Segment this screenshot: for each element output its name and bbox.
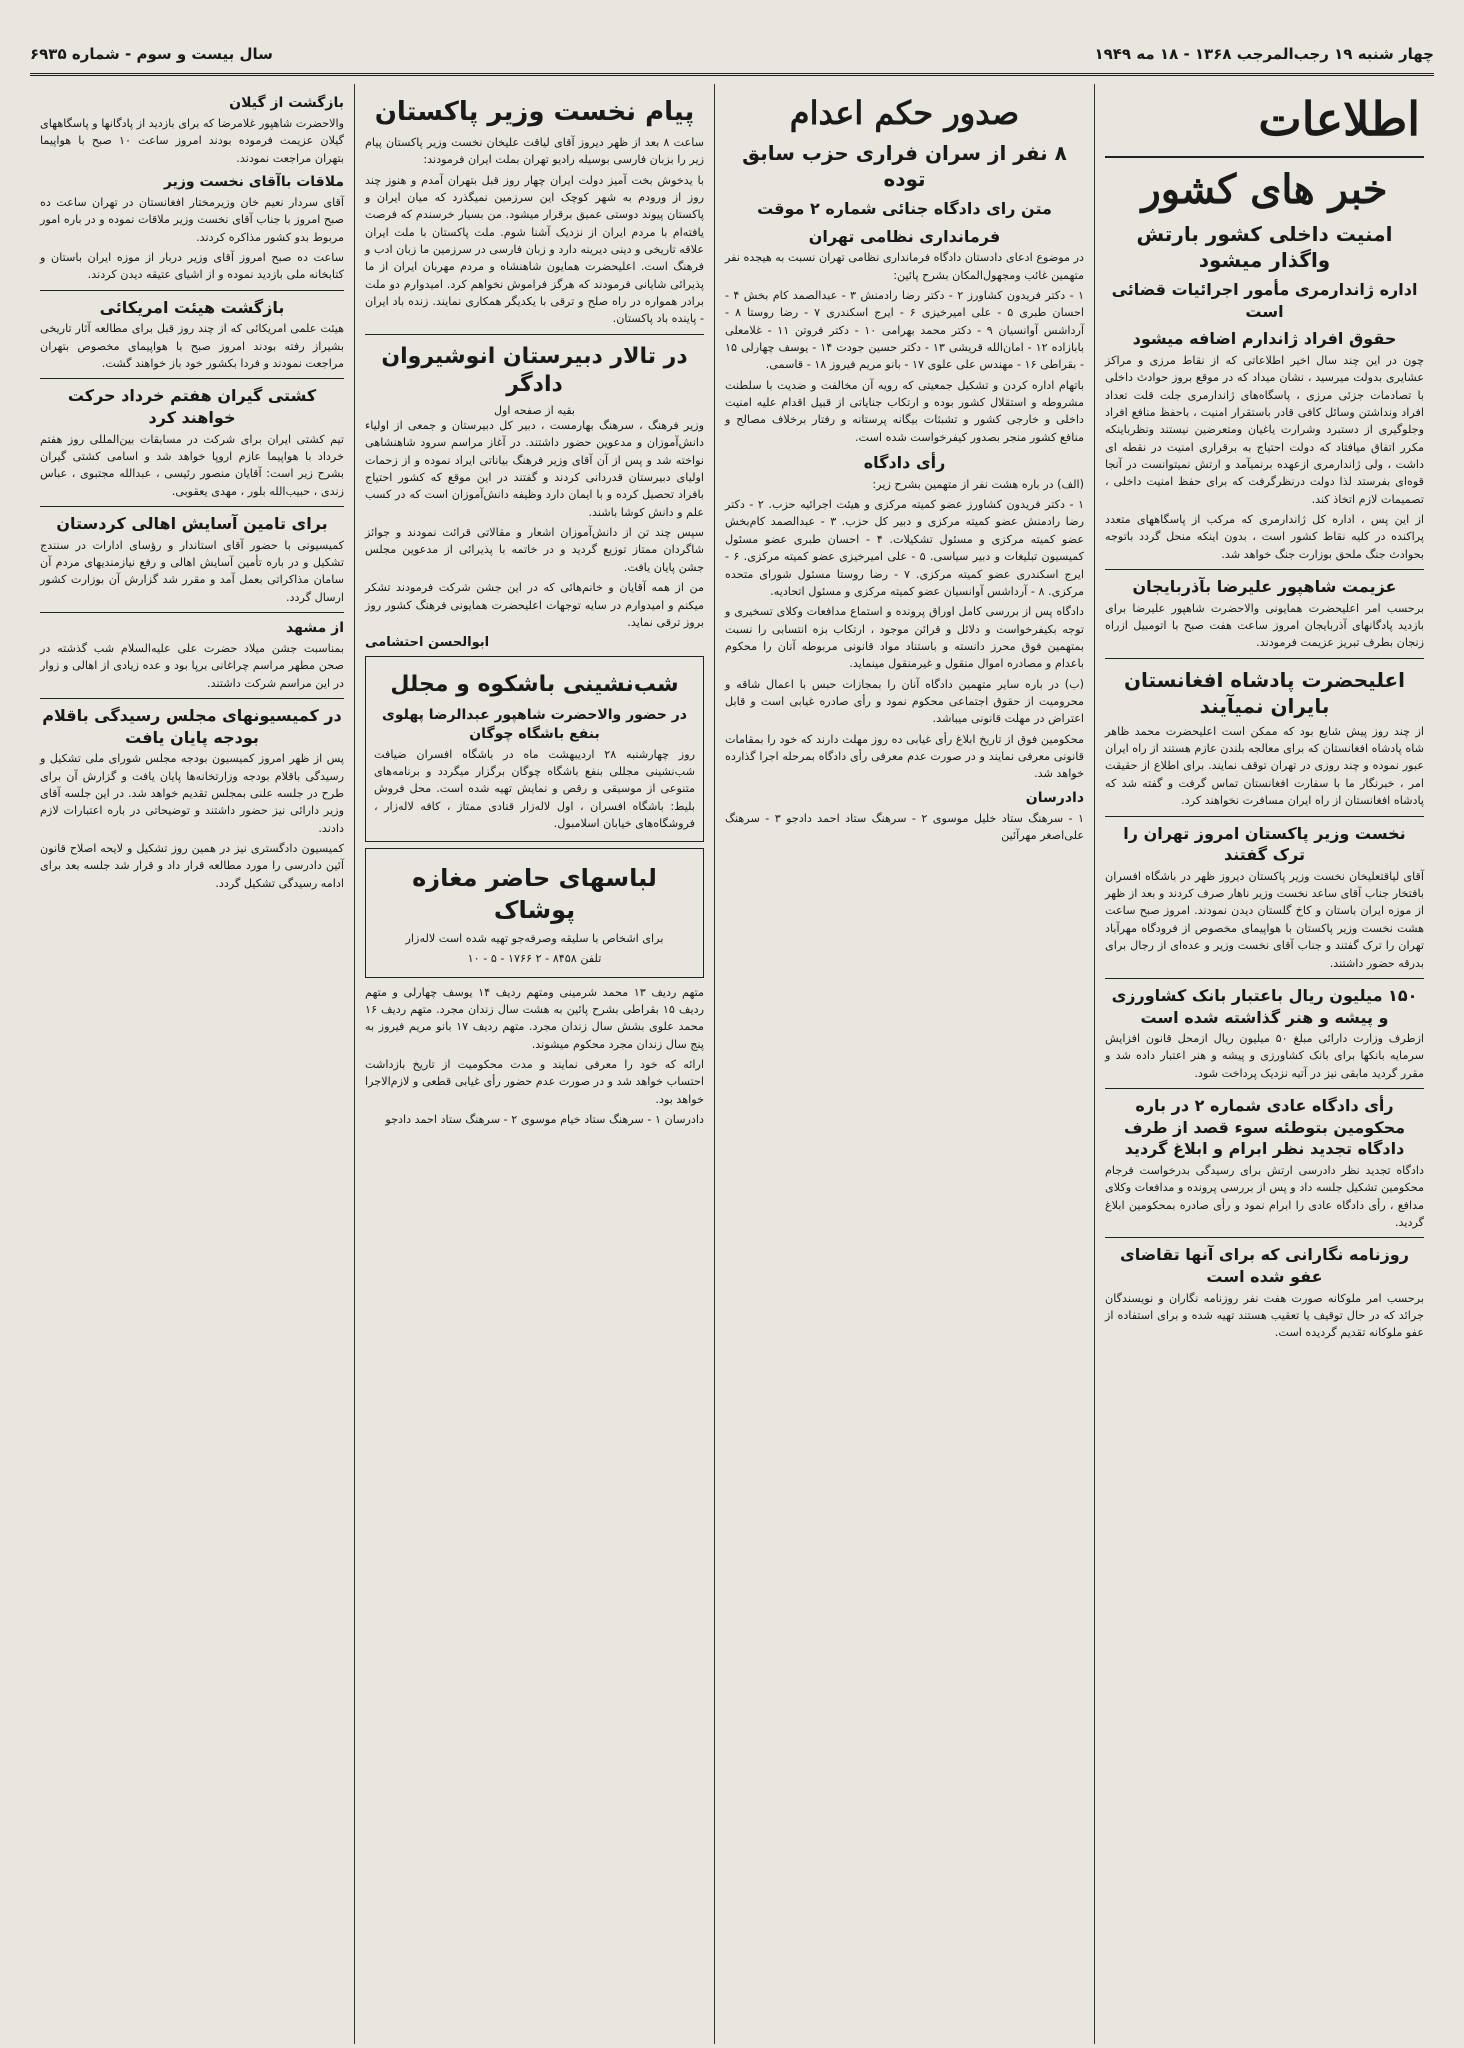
article-text: آقای سردار نعیم خان وزیرمختار افغانستان در تهران ساعت ده صبح امروز با جناب آقای نخست وزیر ملاقات نموده و در باره امور مربوط بدو کشور مذاکره کردند. [40,195,344,244]
article-text: با یدخوش بخت آمیز دولت ایران چهار روز قبل بتهران آمدم و هنوز چند روز از ورودم به شهر کوچک این سرزمین نمیگذرد که میان ایران و پاکستان پیوند دوستی عمیق برقرار میشود. من بسیار خرسندم که فرصت یافته‌ام با مردم ایران از نزدیک آشنا شوم. ملت پاکستان با ملت ایران علاقه تاریخی و دینی دیرینه دارد و زبان فارسی در سرزمین ما زبان ادب و فرهنگ است. اعلیحضرت همایون شاهنشاه و مردم مهربان ایران از ما پذیرائی شایانی فرمودند که هرگز فراموش نخواهم کرد. امیدوارم دو ملت برادر همواره در راه صلح و ترقی با یکدیگر همکاری نمایند. زنده باد ایران - پاینده باد پاکستان. [365,173,704,326]
subhead-court-text: متن رای دادگاه جنائی شماره ۲ موقت [757,199,1052,218]
continued-note: بقیه از صفحه اول [494,403,575,417]
divider [40,698,344,699]
article-text: (ب) در باره سایر متهمین دادگاه آنان را بمجازات حبس با اعمال شاقه و محرومیت از حقوق اجتماعی محکوم نمود و رأی صادره غیابی است و قابل اعتراض در مهلت قانونی میباشد. [725,677,1084,726]
divider [40,612,344,613]
article-text: بمناسبت جشن میلاد حضرت علی علیه‌السلام شب گذشته در صحن مطهر مراسم چراغانی برپا بود و عده زیادی از اهالی و زوار در این مراسم شرکت داشتند. [40,641,344,690]
ad-clothing-phone: تلفن ۸۴۵۸ - ۲ ۱۷۶۶ - ۵ - ۱۰ [467,952,602,966]
headline-security: امنیت داخلی کشور بارتش واگذار میشود [1136,222,1393,272]
headline-american-delegation: بازگشت هیئت امریکائی [99,297,285,317]
headline-journalists: روزنامه نگارانی که برای آنها تقاضای عفو شده است [1120,1245,1409,1286]
headline-wrestlers: کشتی گیران هفتم خرداد حرکت خواهند کرد [67,386,317,427]
article-text: از این پس ، اداره کل ژاندارمری که مرکب از پاسگاههای متعدد پراکنده در کلیه نقاط کشور است ، بدون اینکه منحل گردد باتوجه بحوادث جنگ ملحق بوزارت جنگ خواهد شد. [1105,513,1424,561]
article-text: متهم ردیف ۱۳ محمد شرمینی ومتهم ردیف ۱۴ یوسف چهارلی و متهم ردیف ۱۵ بقراطی بشرح پائین به هشت سال زندان مجرد. متهم ردیف ۱۶ محمد علوی بشش سال زندان مجرد. متهم ردیف ۱۷ بانو مریم فیروز به پنج سال زندان مجرد محکوم میشوند. [365,985,704,1051]
article-text: سپس چند تن از دانش‌آموزان اشعار و مقالاتی قرائت نمودند و جوائز شاگردان ممتاز توزیع گردید و در خاتمه با پذیرائی از مدعوین مجلس جشن پایان یافت. [365,526,704,574]
article-text: والاحضرت شاهپور غلامرضا که برای بازدید از پادگانها و پاسگاههای گیلان عزیمت فرموده بودند امروز ساعت ۱۰ صبح با هواپیما بتهران مراجعت نمودند. [40,116,344,165]
article-text: وزیر فرهنگ ، سرهنگ بهارمست ، دبیر کل دبیرستان و جمعی از اولیاء دانش‌آموزان و مدعوین حضور داشتند. در آغاز مراسم سرود شاهنشاهی نواخته شد و پس از آن آقای وزیر فرهنگ بیاناتی ایراد نموده و از زحمات اولیای دبیرستان قدردانی کردند و گفتند در این موقع که کشور احتیاج بافراد تحصیل کرده و با ایمان دارد وظیفه دانش‌آموزان است که در کسب علم و دانش کوشا باشند. [365,418,704,519]
headline-pakistan-pm-left: نخست وزیر پاکستان امروز تهران را ترک گفتند [1123,823,1406,865]
column-2 [714,84,1094,2044]
headline-budget: در کمیسیونهای مجلس رسیدگی باقلام بودجه پایان یافت [42,705,342,747]
verdict-list: ۱ - دکتر فریدون کشاورز عضو کمیته مرکزی و هیئت اجرائیه حزب. ۲ - دکتر رضا رادمنش عضو کمیته مرکزی و دبیر کل حزب. ۳ - عبدالصمد کام‌بخش عضو کمیته مرکزی و مسئول تشکیلات. ۴ - احسان طبری عضو مسئول کمیسیون تبلیغات و دبیر سیاسی. ۵ - علی امیرخیزی عضو کمیته مرکزی. ۶ - ایرج اسکندری عضو کمیته مرکزی. ۷ - رضا روستا مسئول شورای متحده مرکزی. ۸ - آرداشس آوانسیان عضو کمیته مرکزی و مسئول اتحادیه. [725,498,1085,598]
headline-pm-meeting: ملاقات باآقای نخست وزیر [163,173,344,190]
column-4 [30,84,354,2044]
ad-gala-title: شب‌نشینی باشکوه و مجلل [390,672,679,698]
ad-clothing [365,848,704,977]
headline-shahpour-ali: عزیمت شاهپور علیرضا بآذربایجان [1132,577,1397,597]
headline-mashhad: از مشهد [286,619,344,636]
headline-gilan-return: بازگشت از گیلان [229,95,344,111]
article-text: دادگاه پس از بررسی کامل اوراق پرونده و استماع مدافعات وکلای تسخیری و توجه بکیفرخواست و دلائل و قرائن موجود ، ارتکاب بزه انتسابی را نسبت بمتهمین فوق محرز دانسته و باستناد مواد قانونی مربوطه آنان را محکوم باعدام و مصادره اموال منقول و غیرمنقول مینماید. [725,605,1084,671]
verdict-heading: رأی دادگاه [863,453,946,473]
article-text: کمیسیون دادگستری نیز در همین روز تشکیل و لایحه اصلاح قانون آئین دادرسی را مورد مطالعه قرار داد و قرار شد جلسه بعد برای ادامه رسیدگی تشکیل گردد. [40,841,344,890]
divider [1105,1237,1424,1238]
divider [40,378,344,379]
column-3 [354,84,714,2044]
headline-court-verdict: رأی دادگاه عادی شماره ۲ در باره محکومین بتوطئه سوء قصد از طرف دادگاه تجدید نظر ابرام و ابلاغ گردید [1123,1096,1406,1159]
subhead-military-gov: فرمانداری نظامی تهران [808,226,1001,246]
article-text: برحسب امر اعلیحضرت همایونی والاحضرت شاهپور علیرضا برای بازدید پادگانهای آذربایجان امروز ساعت هفت صبح با اتومبیل ازراه زنجان بطرف تبریز عزیمت فرمودند. [1105,601,1424,650]
headline-pakistan-message: پیام نخست وزیر پاکستان [374,97,695,127]
article-text: از چند روز پیش شایع بود که ممکن است اعلیحضرت محمد ظاهر شاه پادشاه افغانستان که برای معالجه بلندن عازم هستند از راه ایران عبور نموده و چند روزی در تهران توقف نمایند. برای اطلاع از حقیقت امر ، خبرنگار ما با سفارت افغانستان تماس گرفت و گفته شد که پادشاه افغانستان از راه ایران مسافرت نخواهند کرد. [1105,724,1424,808]
ad-gala [365,656,704,842]
ad-clothing-text: برای اشخاص با سلیقه وصرفه‌جو تهیه شده است لاله‌زار [405,931,664,945]
article-text: چون در این چند سال اخیر اطلاعاتی که از نقاط مرزی و مراکز عشایری بدولت میرسید ، نشان میداد که در موقع بروز حوادث داخلی با تصادمات جزئی مرزی ، پاسگاه‌های ژاندارمری جلت قلت تعداد افراد ونداشتن وسائل کافی قادر باستقرار امنیت ، باحفظ منافع افراد وجلوگیری از دستبرد وشرارت یاغیان ومتعرضین نیستند ونظرباینکه مکرر اتفاق میافتاد که دولت احتیاج به برقراری امنیت در نقطه ای داشت ، ولی ژاندارمری ازعهده برنمیآمد و ارتش نمیتوانست در آنجا قوه‌ای بفرستد لذا دولت درنظرگرفت که برای حفظ امنیت داخلی ، تصمیمات لازم اتخاذ کند. [1105,353,1424,506]
ad-clothing-title: لباسهای حاضر مغازه پوشاک [412,864,657,924]
divider [1105,658,1424,659]
divider [1105,978,1424,979]
headline-kurdistan: برای تامین آسایش اهالی کردستان [56,513,328,533]
issue-line: سال بیست و سوم - شماره ۶۹۳۵ [30,44,273,63]
masthead: اطلاعات [1105,88,1424,158]
ad-gala-subtitle: در حضور والاحضرت شاهپور عبدالرضا پهلوی بنفع باشگاه چوگان [382,706,687,742]
article-text: محکومین فوق از تاریخ ابلاغ رأی غیابی ده روز مهلت دارند که خود را بمقامات قانونی معرفی نمایند و در صورت عدم معرفی رأی دادگاه بمرحله اجرا گذارده خواهد شد. [725,732,1084,781]
subhead-salary: حقوق افراد ژاندارم اضافه میشود [1132,329,1397,349]
article-text: برحسب امر ملوکانه صورت هفت نفر روزنامه نگاران و نویسندگان جرائد که در حال توقیف یا تعقیب هستند تهیه شده و برای استفاده از عفو ملوکانه تقدیم گردیده است. [1105,1291,1424,1340]
divider [1105,816,1424,817]
section-title: خبر های کشور [1141,166,1388,213]
article-text: ساعت ۸ بعد از ظهر دیروز آقای لیاقت علیخان نخست وزیر پاکستان پیام زیر را بزبان فارسی بوسیله رادیو تهران بملت ایران فرمودند: [365,135,704,167]
divider [1105,569,1424,570]
judges-list: ۱ - سرهنگ ستاد خلیل موسوی ۲ - سرهنگ ستاد احمد دادجو ۳ - سرهنگ علی‌اصغر مهرآئین [725,811,1085,843]
headline-execution: صدور حکم اعدام [789,94,1020,132]
headline-bank-credit: ۱۵۰ میلیون ریال باعتبار بانک کشاورزی و پیشه و هنر گذاشته شده است [1111,985,1418,1027]
article-text: ارائه که خود را معرفی نمایند و مدت محکومیت از تاریخ بازداشت احتساب خواهد شد و در صورت عدم حضور رأی غیابی قطعی و لازم‌الاجرا خواهد بود. [365,1057,704,1106]
headline-anoushirvan-school: در تالار دبیرستان انوشیروان دادگر [381,343,688,398]
divider [40,506,344,507]
article-text: تیم کشتی ایران برای شرکت در مسابقات بین‌المللی روز هفتم خرداد با هواپیما عازم اروپا خواهد شد و اسامی کشتی گیران بشرح زیر است: آقایان منصور رئیسی ، عبدالله مجتبوی ، عباس زندی ، حبیب‌الله بلور ، مهدی یعقوبی. [40,432,344,498]
article-text: دادگاه تجدید نظر دادرسی ارتش برای رسیدگی بدرخواست فرجام محکومین تشکیل جلسه داد و پس از بررسی پرونده و مدافعات وکلای مدافع ، رأی دادگاه عادی را ابرام نمود و رأی صادره بمحکومین ابلاغ گردید. [1105,1163,1424,1230]
column-1 [1094,84,1434,2044]
headline-afghan-king: اعلیحضرت پادشاه افغانستان بایران نمیآیند [1123,667,1406,718]
subhead-tudeh: ۸ نفر از سران فراری حزب سابق توده [742,141,1067,191]
article-text: کمیسیونی با حضور آقای استاندار و رؤسای ادارات در سنندج تشکیل و در باره تأمین آسایش اهالی و رفع نیازمندیهای مردم آن سامان مذاکراتی بعمل آمد و مقرر شد گزارش آن بوزارت کشور ارسال گردد. [40,538,344,604]
article-text: در موضوع ادعای دادستان دادگاه فرمانداری نظامی تهران نسبت به هیجده نفر متهمین غائب ومجهول‌المکان بشرح پائین: [725,251,1084,282]
ad-gala-text: روز چهارشنبه ۲۸ اردیبهشت ماه در باشگاه افسران ضیافت شب‌نشینی مجللی بنفع باشگاه چوگان برگزار میگردد و برنامه‌های متنوعی از موسیقی و رقص و نمایش تهیه شده است. محل فروش بلیط: باشگاه افسران ، اول لاله‌زار قنادی ممتاز ، کافه لاله‌زار ، فروشگاه‌های خیابان اسلامبول. [374,747,696,831]
divider [365,334,704,335]
defendant-list: ۱ - دکتر فریدون کشاورز ۲ - دکتر رضا رادمنش ۳ - عبدالصمد کام بخش ۴ - احسان طبری ۵ - علی امیرخیزی ۶ - ایرج اسکندری ۷ - رضا روستا ۸ - آرداشس آوانسیان ۹ - دکتر محمد بهرامی ۱۰ - دکتر فروتن ۱۱ - غلامعلی بابازاده ۱۲ - امان‌الله قریشی ۱۳ - دکتر حسین جودت ۱۴ - یوسف چهارلی ۱۵ - بقراطی ۱۶ - مهندس علی علوی ۱۷ - بانو مریم فیروز ۱۸ - قاسمی. [725,288,1085,372]
judges-list: دادرسان ۱ - سرهنگ ستاد خیام موسوی ۲ - سرهنگ ستاد احمد دادجو [385,1113,704,1127]
article-text: من از همه آقایان و خانم‌هائی که در این جشن شرکت فرمودند تشکر میکنم و امیدوارم در سایه توجهات اعلیحضرت همایونی فرهنگ کشور روز بروز ترقی نماید. [365,581,704,629]
subhead-gendarmerie: اداره ژاندارمری مأمور اجرائیات قضائی است [1111,280,1418,321]
article-text: ازطرف وزارت دارائی مبلغ ۵۰ میلیون ریال ازمحل قانون افزایش سرمایه بانکها برای بانک کشاورزی و پیشه و هنر اعتبار داده شد و مقرر گردید مابقی نیز در آتیه نزدیک پرداخت شود. [1105,1032,1424,1080]
judges-title: دادرسان [1025,789,1084,806]
article-text: آقای لیاقتعلیخان نخست وزیر پاکستان دیروز ظهر در باشگاه افسران بافتخار جناب آقای ساعد نخست وزیر ناهار صرف کردند و بعد از ظهر از موزه ایران باستان و کاخ گلستان دیدن نمودند. امروز صبح ساعت هشت نخست وزیر پاکستان با هواپیمای مخصوص از فرودگاه مهرآباد تهران را ترک گفتند و جناب آقای نخست وزیر و عده‌ای از رجال برای بدرقه حضور داشتند. [1105,869,1424,970]
date-line: چهار شنبه ۱۹ رجب‌المرجب ۱۳۶۸ - ۱۸ مه ۱۹۴۹ [1094,44,1434,63]
article-text: (الف) در باره هشت نفر از متهمین بشرح زیر: [872,477,1084,491]
article-text: ساعت ده صبح امروز آقای وزیر دربار از موزه ایران باستان و کتابخانه ملی بازدید نموده و از اشیای عتیقه دیدن کردند. [40,250,344,282]
article-text: پس از ظهر امروز کمیسیون بودجه مجلس شورای ملی تشکیل و رسیدگی باقلام بودجه وزارتخانه‌ها پایان یافت و گزارش آن برای طرح در جلسه علنی بمجلس تقدیم خواهد شد. در این جلسه آقای وزیر دارائی نیز حضور داشتند و توضیحاتی در باره اعتبارات لازم دادند. [40,752,344,835]
article-text: باتهام اداره کردن و تشکیل جمعیتی که رویه آن مخالفت و ضدیت با سلطنت مشروطه و استقلال کشور بوده و ارتکاب جنایاتی از قبیل اقدام علیه امنیت داخلی و خارجی کشور و تشبثات بیگانه پرستانه و رفتار برخلاف مصالح و منافع کشور منجر بصدور کیفرخواست شده است. [725,378,1084,444]
divider [1105,1088,1424,1089]
columns [30,84,1434,2044]
divider [40,290,344,291]
article-text: هیئت علمی امریکائی که از چند روز قبل برای مطالعه آثار تاریخی بشیراز رفته بودند امروز صبح با هواپیمای مخصوص بتهران مراجعت نمودند و فردا بکشور خود باز خواهند گشت. [40,322,344,370]
signature: ابوالحسن احتشامی [365,635,490,651]
page-header [30,40,1434,76]
